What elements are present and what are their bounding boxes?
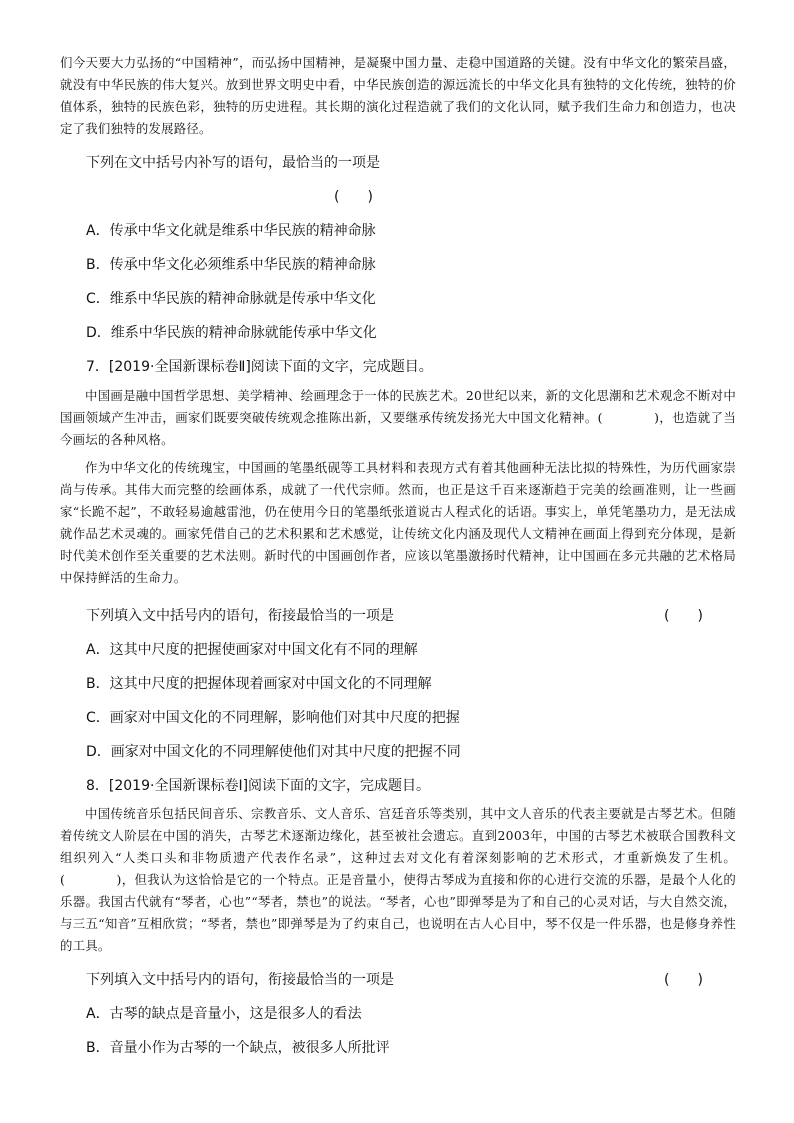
passage-paragraph: 中国画是融中国哲学思想、美学精神、绘画理念于一体的民族艺术。20世纪以来，新的文化思潮和艺术观念不断对中国画领域产生冲击，画家们既要突破传统观念推陈出新，又要继承传统发扬光大中国文化精神。( )，也造就了当今画坛的各种风格。 <box>60 388 736 447</box>
question-8-heading: 8．[2019·全国新课标卷Ⅰ]阅读下面的文字，完成题目。 <box>86 778 431 794</box>
option-b: B．这其中尺度的把握体现着画家对中国文化的不同理解 <box>86 676 432 692</box>
answer-parentheses: ( ) <box>664 972 703 988</box>
question-7-passage <box>60 385 736 589</box>
question-7-heading: 7．[2019·全国新课标卷Ⅱ]阅读下面的文字，完成题目。 <box>86 359 433 375</box>
option-b: B．传承中华文化必须维系中华民族的精神命脉 <box>86 257 376 273</box>
answer-parentheses: ( ) <box>334 189 373 205</box>
option-b: B．音量小作为古琴的一个缺点，被很多人所批评 <box>86 1040 390 1056</box>
question-7-stem: 下列填入文中括号内的语句，衔接最恰当的一项是 <box>86 608 394 624</box>
passage-paragraph: 中国传统音乐包括民间音乐、宗教音乐、文人音乐、宫廷音乐等类别，其中文人音乐的代表主要就是古琴艺术。但随着传统文人阶层在中国的消失，古琴艺术逐渐边缘化，甚至被社会遗忘。直到2003年，中国的古琴艺术被联合国教科文组织列入“人类口头和非物质遗产代表作名录”，这种过去对文化有着深刻影响的艺术形式，才重新焕发了生机。( )，但我认为这恰恰是它的一个特点。正是音量小，使得古琴成为直接和你的心进行交流的乐器，是最个人化的乐器。我国古代就有“琴者，心也”“琴者，禁也”的说法。“琴者，心也”即弹琴是为了和自己的心灵对话，与大自然交流，与三五“知音”互相欣赏；“琴者，禁也”即弹琴是为了约束自己，也说明在古人心目中，琴不仅是一件乐器，也是修身养性的工具。 <box>60 806 736 953</box>
answer-parentheses: ( ) <box>664 608 703 624</box>
passage-paragraph: 作为中华文化的传统瑰宝，中国画的笔墨纸砚等工具材料和表现方式有着其他画种无法比拟的特殊性，为历代画家崇尚与传承。其伟大而完整的绘画体系，成就了一代代宗师。然而，也正是这千百来逐渐趋于完美的绘画准则，让一些画家“长跪不起”，不敢轻易逾越雷池，仍在使用今日的笔墨纸张道说古人程式化的话语。事实上，单凭笔墨功力，是无法成就作品艺术灵魂的。画家凭借自己的艺术积累和艺术感觉，让传统文化内涵及现代人文精神在画面上得到充分体现，是新时代美术创作至关重要的艺术法则。新时代的中国画创作者，应该以笔墨激扬时代精神，让中国画在多元共融的艺术格局中保持鲜活的生命力。 <box>60 460 736 585</box>
question-8-stem: 下列填入文中括号内的语句，衔接最恰当的一项是 <box>86 972 394 988</box>
option-a: A．古琴的缺点是音量小，这是很多人的看法 <box>86 1006 362 1022</box>
option-d: D．画家对中国文化的不同理解使他们对其中尺度的把握不同 <box>86 744 461 760</box>
passage-paragraph: 们今天要大力弘扬的“中国精神”，而弘扬中国精神，是凝聚中国力量、走稳中国道路的关键。没有中华文化的繁荣昌盛，就没有中华民族的伟大复兴。放到世界文明史中看，中华民族创造的源远流长的中华文化具有独特的文化传统，独特的价值体系，独特的民族色彩，独特的历史进程。其长期的演化过程造就了我们的文化认同，赋予我们生命力和创造力，也决定了我们独特的发展路径。 <box>60 55 736 136</box>
question-6-stem: 下列在文中括号内补写的语句，最恰当的一项是 <box>86 155 380 171</box>
option-d: D．维系中华民族的精神命脉就能传承中华文化 <box>86 325 377 341</box>
option-c: C．画家对中国文化的不同理解，影响他们对其中尺度的把握 <box>86 710 460 726</box>
passage-continuation <box>60 52 736 140</box>
option-a: A．传承中华文化就是维系中华民族的精神命脉 <box>86 223 376 239</box>
question-8-passage <box>60 803 736 957</box>
option-a: A．这其中尺度的把握使画家对中国文化有不同的理解 <box>86 642 418 658</box>
option-c: C．维系中华民族的精神命脉就是传承中华文化 <box>86 291 376 307</box>
